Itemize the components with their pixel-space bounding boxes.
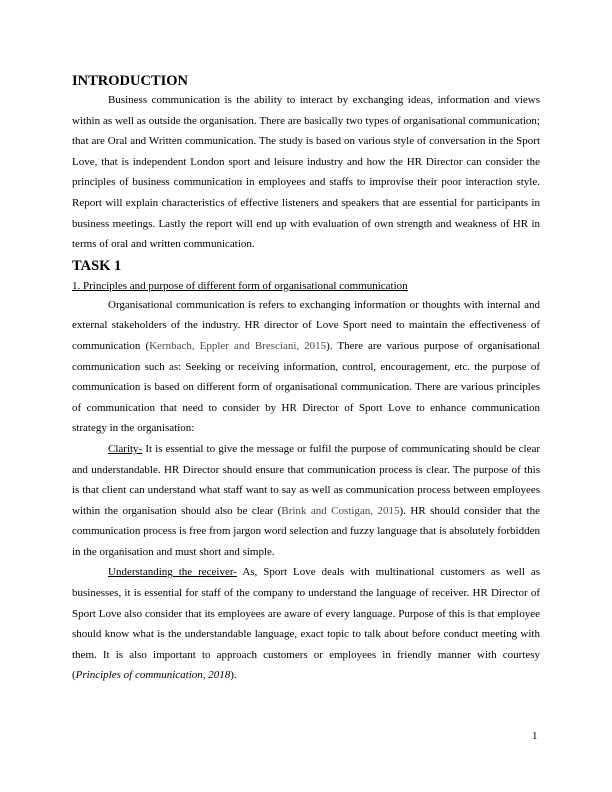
- introduction-paragraph: Business communication is the ability to interact by exchanging ideas, information and views within as well as outside the organisation. There are basically two types of organisational communication; that are Oral and Written communication. The study is based on various style of conversation in the Sport Love, that is independent London sport and leisure industry and how the HR Director can consider the principles of business communication in employees and staffs to improvise their poor interaction style. Report will explain characteristics of effective listeners and speakers that are essential for participants in business meetings. Lastly the report will end up with evaluation of own strength and weakness of HR in terms of oral and written communication.: [72, 94, 540, 251]
- task1-heading: TASK 1: [72, 257, 122, 274]
- para1-citation: Kernbach, Eppler and Bresciani, 2015: [149, 339, 327, 352]
- para1-text-after: ). There are various purpose of organisational communication such as: Seeking or receiving information, control, encouragement, etc. the purpose of communication is based on different form of organisational communication. There are various principles of communication that need to consider by HR Director of Sport Love to enhance communication strategy in the organisation:: [72, 339, 541, 435]
- receiver-text-after: ).: [230, 669, 237, 682]
- task1-subheading: [72, 277, 540, 295]
- receiver-text-before: As, Sport Love deals with multinational customers as well as businesses, it is essential for staff of the company to understand the language of receiver. HR Director of Sport Love also consider that its employees are aware of every language. Purpose of this is that employee should know what is the understandable language, exact topic to talk about before conduct meeting with them. It is also important to approach customers or employees in friendly manner with courtesy (: [72, 566, 540, 682]
- clarity-paragraph: [72, 439, 540, 563]
- receiver-term: Understanding the receiver-: [108, 566, 237, 579]
- clarity-citation: Brink and Costigan, 2015: [281, 504, 400, 517]
- receiver-citation: Principles of communication, 2018: [75, 669, 231, 682]
- document-page: [72, 72, 540, 686]
- clarity-term: Clarity-: [108, 442, 143, 455]
- clarity-text-before: It is essential to give the message or fulfil the purpose of communicating should be clear and understandable. HR Director should ensure that communication process is clear. The purpose of this is that client can understand what staff want to say as well as communication process between employees within the organisation should also be clear (: [72, 442, 540, 517]
- para1-text-before: Organisational communication is refers to exchanging information or thoughts with internal and external stakeholders of the industry. HR director of Love Sport need to maintain the effectiveness of communication (: [72, 298, 540, 352]
- receiver-paragraph: [72, 562, 540, 686]
- introduction-heading: INTRODUCTION: [72, 73, 189, 89]
- clarity-text-after: ). HR should consider that the communication process is free from jargon word selection and fuzzy language that is absolutely forbidden in the organisation and must short and simple.: [72, 504, 540, 558]
- page-number: 1: [532, 730, 538, 742]
- task1-subheading-text: 1. Principles and purpose of different form of organisational communication: [72, 279, 408, 292]
- task1-paragraph-1: [72, 295, 540, 439]
